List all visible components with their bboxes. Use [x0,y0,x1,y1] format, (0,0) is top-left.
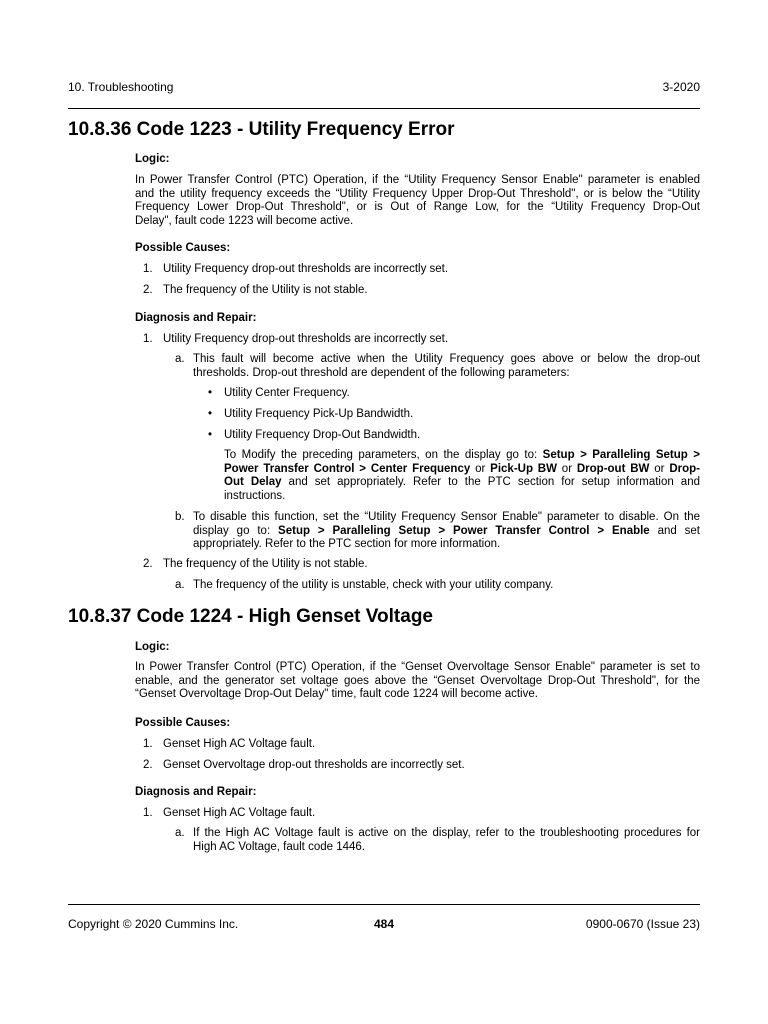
substep-letter: a. [175,579,185,591]
cause-number: 1. [143,263,153,275]
step-text: Utility Frequency drop-out thresholds are incorrectly set. [163,333,449,345]
logic-line: “Genset Overvoltage Drop-Out Delay" time, fault code 1224 will become active. [135,688,538,701]
modify-line: Out Delay and set appropriately. Refer to the PTC section for setup information and [224,476,700,489]
bullet-marker: • [208,408,213,420]
substep-line: To disable this function, set the “Utility Frequency Sensor Enable" parameter to disable. On the [193,511,700,523]
footer-divider [68,904,700,905]
substep-line: This fault will become active when the Utility Frequency goes above or below the drop-out [193,353,700,365]
bullet-text: Utility Frequency Drop-Out Bandwidth. [224,429,421,441]
menu-path: Pick-Up BW [490,462,557,475]
diagnosis-label-1223: Diagnosis and Repair: [135,312,257,324]
cause-text: Genset High AC Voltage fault. [163,738,316,750]
menu-path: Setup > Paralleling Setup > Power Transfer Control > Enable [278,524,650,537]
substep-letter: a. [175,353,185,365]
substep-line: display go to: Setup > Paralleling Setup > Power Transfer Control > Enable and set [193,524,701,537]
substep-letter: a. [175,827,185,839]
causes-label-1223: Possible Causes: [135,242,231,254]
bullet-text: Utility Frequency Pick-Up Bandwidth. [224,408,414,420]
cause-text: Utility Frequency drop-out thresholds are incorrectly set. [163,263,449,275]
modify-line: Power Transfer Control > Center Frequency or Pick-Up BW or Drop-out BW or Drop- [224,462,700,475]
logic-label-1224: Logic: [135,641,170,653]
modify-line: instructions. [224,489,286,502]
step-number: 2. [143,558,153,570]
cause-text: Genset Overvoltage drop-out thresholds are incorrectly set. [163,759,465,771]
logic-line: Delay", fault code 1223 will become active. [135,214,354,227]
logic-line: and the utility frequency exceeds the “Utility Frequency Upper Drop-Out Threshold", or is below the “Utility [135,187,700,200]
causes-label-1224: Possible Causes: [135,717,231,729]
step-text: Genset High AC Voltage fault. [163,807,316,819]
header-section: 10. Troubleshooting [68,80,174,94]
logic-paragraph-1224 [135,661,700,702]
page-header [68,80,700,94]
bullet-marker: • [208,429,213,441]
bullet-text: Utility Center Frequency. [224,387,350,399]
footer-copyright: Copyright © 2020 Cummins Inc. [68,917,239,931]
logic-line: enable, and the generator set voltage goes above the “Genset Overvoltage Drop-Out Threshold", for the [135,674,700,687]
substep-line: The frequency of the utility is unstable, check with your utility company. [193,579,554,591]
header-divider [68,108,700,109]
modify-line: To Modify the preceding parameters, on the display go to: Setup > Paralleling Setup > [224,449,700,461]
menu-path: Drop- [669,462,700,475]
section-title-1224: 10.8.37 Code 1224 - High Genset Voltage [68,606,433,627]
step-number: 1. [143,333,153,345]
header-date: 3-2020 [662,80,700,94]
menu-path: Drop-out BW [576,462,650,475]
substep-line: If the High AC Voltage fault is active on the display, refer to the troubleshooting procedures for [193,827,700,839]
logic-paragraph-1223 [135,174,700,228]
page-footer [68,917,700,931]
substep-line: appropriately. Refer to the PTC section for more information. [193,538,501,551]
logic-label-1223: Logic: [135,153,170,165]
diagnosis-label-1224: Diagnosis and Repair: [135,786,257,798]
step-text: The frequency of the Utility is not stable. [163,558,368,570]
substep-letter: b. [175,511,185,523]
menu-path: Out Delay [224,476,282,489]
step-number: 1. [143,807,153,819]
cause-number: 2. [143,284,153,296]
menu-path: Power Transfer Control > Center Frequency [224,462,471,475]
logic-line: Frequency Lower Drop-Out Threshold", or is Out of Range Low, for the “Utility Frequency Drop-Out [135,201,700,214]
cause-text: The frequency of the Utility is not stable. [163,284,368,296]
menu-path: Setup > Paralleling Setup > [542,449,700,461]
cause-number: 2. [143,759,153,771]
logic-line: In Power Transfer Control (PTC) Operation, if the “Utility Frequency Sensor Enable" parameter is enabled [135,174,700,186]
document-number: 0900-0670 (Issue 23) [585,917,700,931]
logic-line: In Power Transfer Control (PTC) Operation, if the “Genset Overvoltage Sensor Enable" parameter is set to [135,661,700,673]
page-number: 484 [373,917,395,931]
cause-number: 1. [143,738,153,750]
substep-line: thresholds. Drop-out threshold are dependent of the following parameters: [193,366,570,379]
bullet-marker: • [208,387,213,399]
section-title-1223: 10.8.36 Code 1223 - Utility Frequency Error [68,119,455,140]
substep-line: High AC Voltage, fault code 1446. [193,840,365,853]
